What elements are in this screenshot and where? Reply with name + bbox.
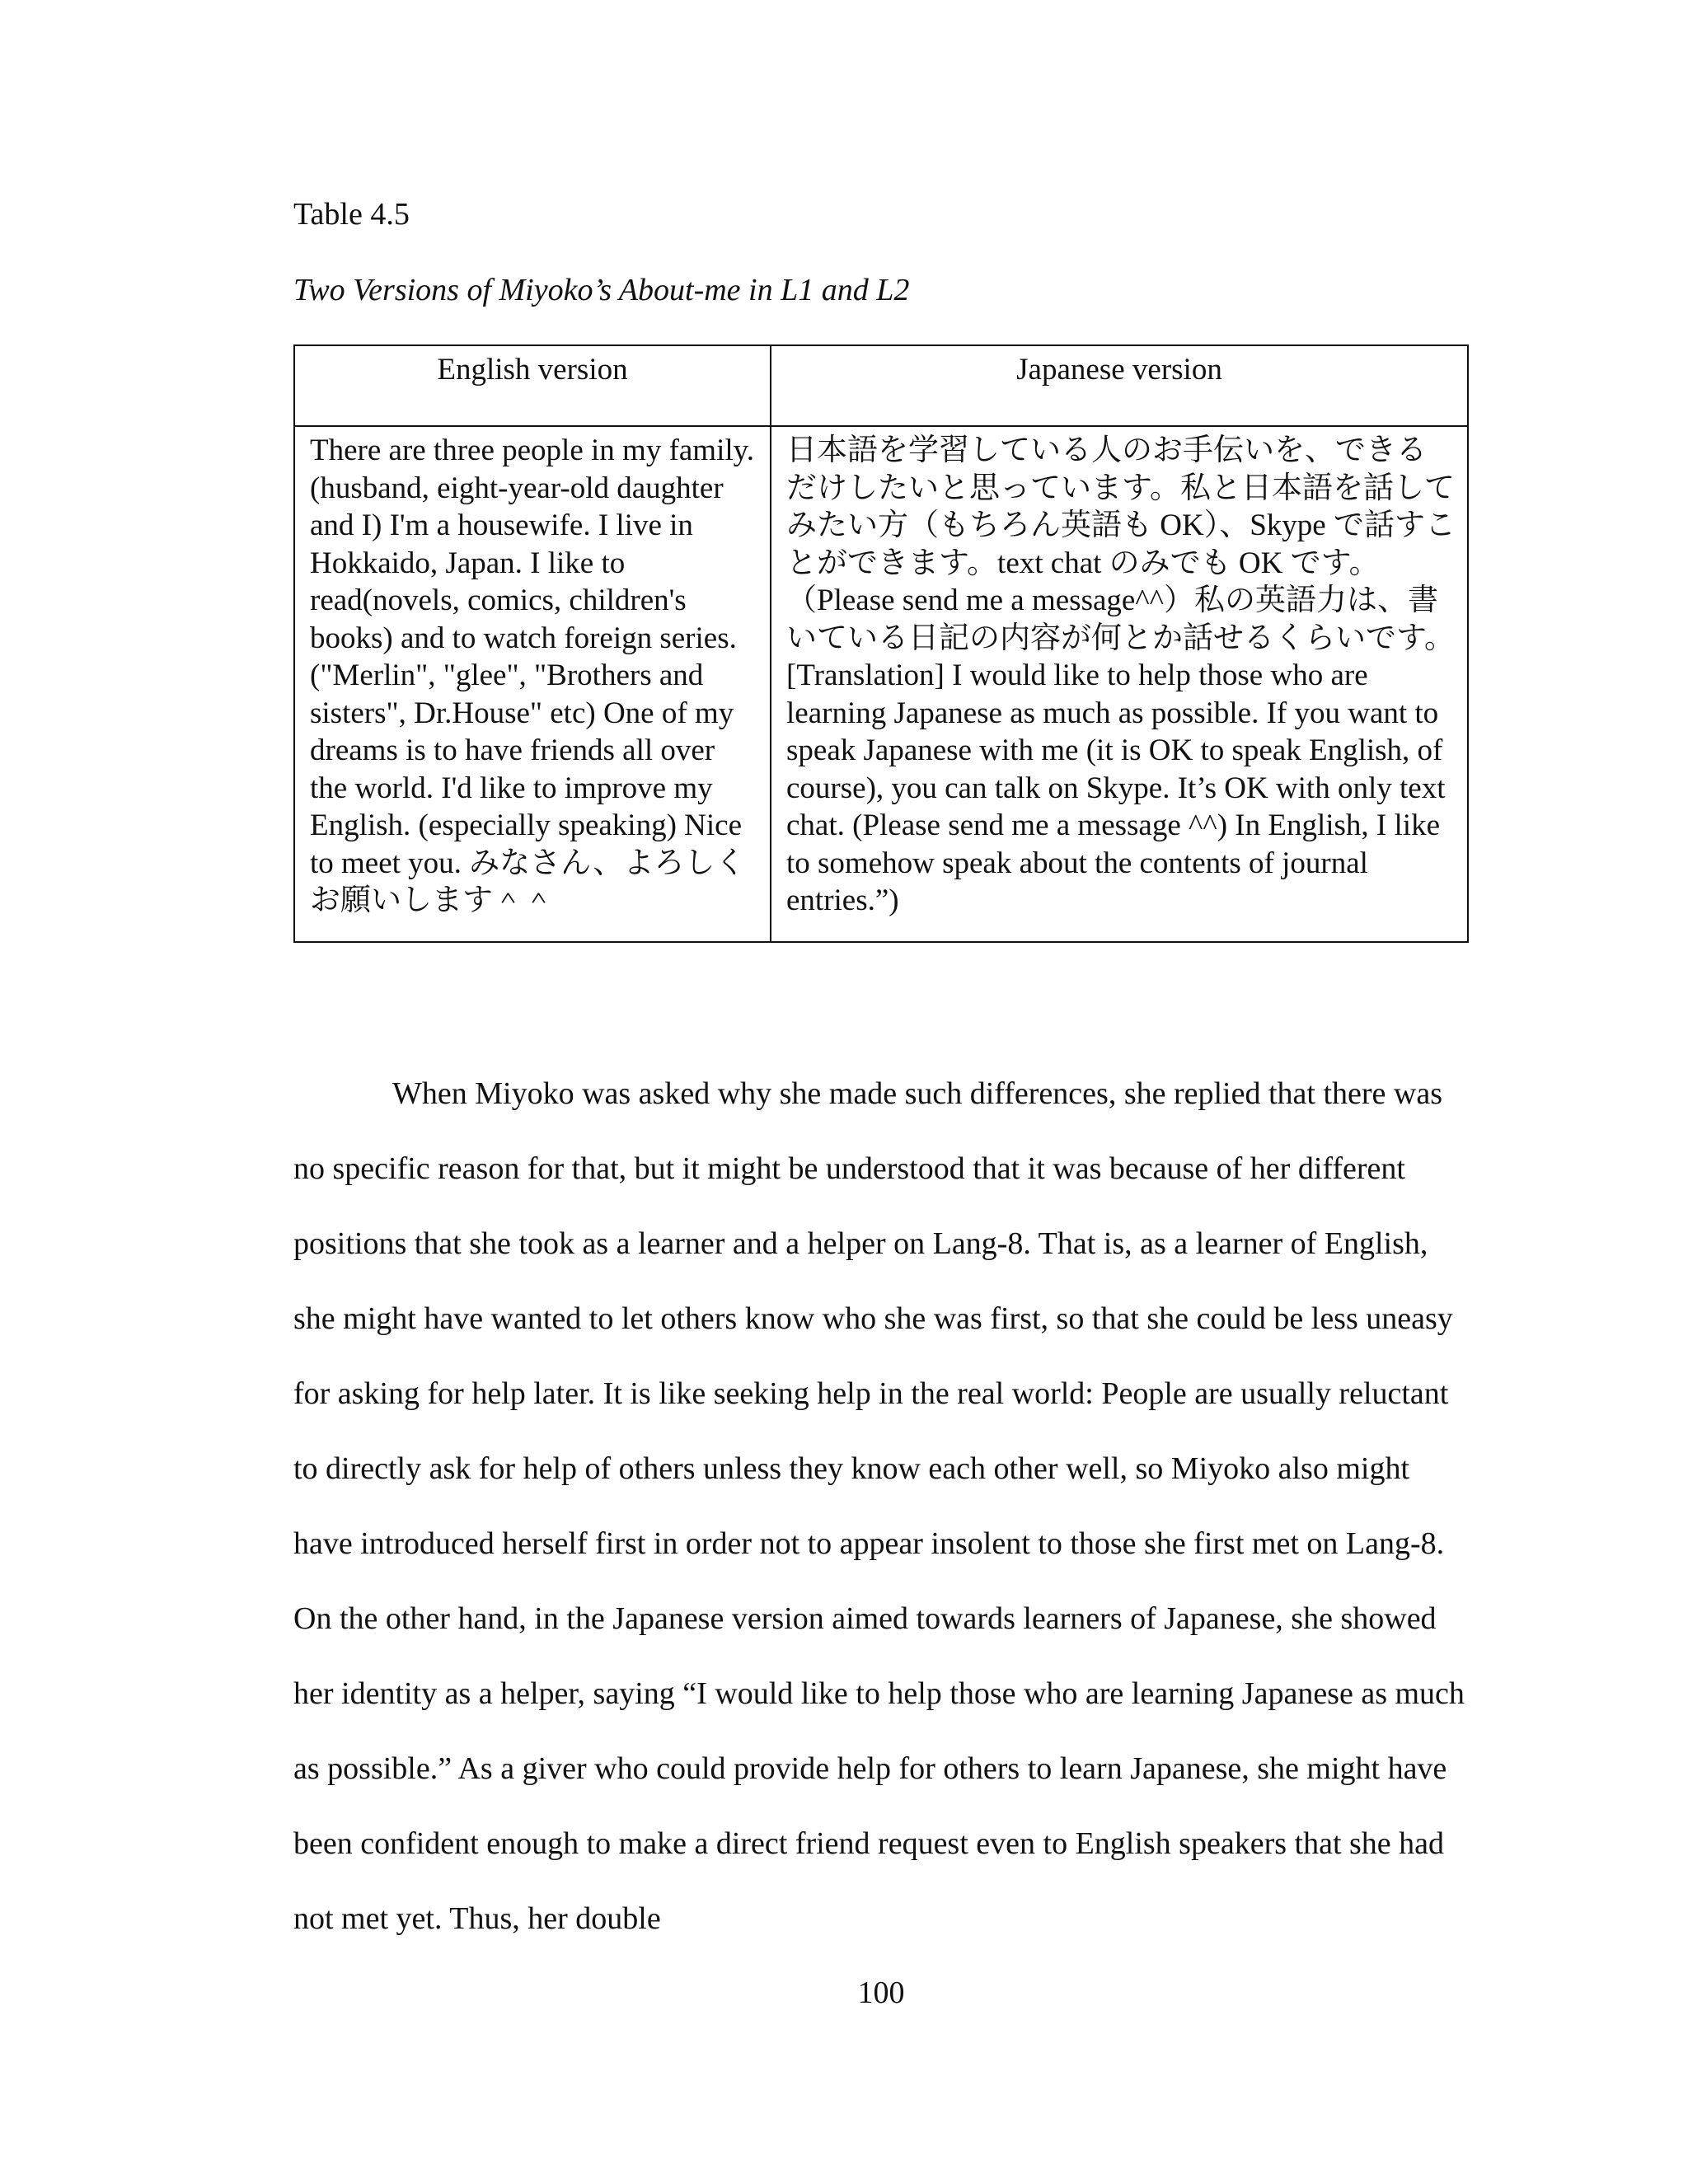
- page-number: 100: [857, 1975, 905, 2010]
- table-row: [294, 426, 1468, 942]
- table-caption: Two Versions of Miyoko’s About-me in L1 and L2: [293, 273, 910, 307]
- header-english-version: English version: [294, 345, 771, 426]
- body-paragraph-text: When Miyoko was asked why she made such differences, she replied that there was no specific reason for that, but it might be understood that it was because of her different positions that she took as a learner and a helper on Lang-8. That is, as a learner of English, she might have wanted to let others know who she was first, so that she could be less uneasy for asking for help later. It is like seeking help in the real world: People are usually reluctant to directly ask for help of others unless they know each other well, so Miyoko also might have introduced herself first in order not to appear insolent to those she first met on Lang-8. On the other hand, in the Japanese version aimed towards learners of Japanese, she showed her identity as a helper, saying “I would like to help those who are learning Japanese as much as possible.” As a giver who could provide help for others to learn Japanese, she might have been confident enough to make a direct friend request even to English speakers that she had not met yet. Thus, her double: [293, 1076, 1465, 1936]
- english-version-cell: There are three people in my family. (husband, eight-year-old daughter and I) I'm a housewife. I live in Hokkaido, Japan. I like to read(novels, comics, children's books) and to watch foreign series. ("Merlin", "glee", "Brothers and sisters", Dr.House" etc) One of my dreams is to have friends all over the world. I'd like to improve my English. (especially speaking) Nice to meet you. みなさん、よろしくお願いします＾＾: [294, 426, 771, 942]
- body-paragraph: [293, 1057, 1472, 1957]
- about-me-table: [293, 344, 1469, 943]
- table-label: Table 4.5: [293, 197, 410, 232]
- header-japanese-version: Japanese version: [771, 345, 1468, 426]
- table-header-row: [294, 345, 1468, 426]
- japanese-version-cell: 日本語を学習している人のお手伝いを、できるだけしたいと思っています。私と日本語を話してみたい方（もちろん英語も OK）、Skype で話すことができます。text chat のみでも OK です。（Please send me a message^^）私の英語力は、書いている日記の内容が何とか話せるくらいです。[Translation] I would like to help those who are learning Japanese as much as possible. If you want to speak Japanese with me (it is OK to speak English, of course), you can talk on Skype. It’s OK with only text chat. (Please send me a message ^^) In English, I like to somehow speak about the contents of journal entries.”): [771, 426, 1468, 942]
